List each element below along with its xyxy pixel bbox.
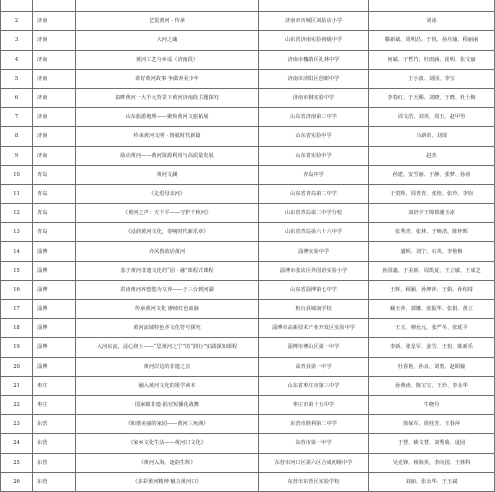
members-cell: 刘冰 <box>369 12 495 31</box>
row-number: 24 <box>1 434 33 453</box>
table-row <box>1 223 495 242</box>
school-cell <box>259 0 369 12</box>
table-row <box>1 204 495 223</box>
row-number: 25 <box>1 453 33 472</box>
project-title-cell: 讲好黄河故事 争做养美少年 <box>76 69 259 88</box>
members-cell: 孙燕涛、陈宝宝、王珍、李永华 <box>369 376 495 395</box>
school-cell: 山东省青岛第六十六中学 <box>259 223 369 242</box>
project-title-cell: 传承黄河文化 赓续红色血脉 <box>76 300 259 319</box>
row-number: 18 <box>1 319 33 338</box>
project-title-cell: 励动黄河——黄河资源利用与高质量发展 <box>76 146 259 165</box>
school-cell: 东营市河口区第六区合成初级中学 <box>259 453 369 472</box>
city-cell: 济南 <box>33 146 76 165</box>
school-cell: 青岛中学 <box>259 165 369 184</box>
city-cell: 济南 <box>33 50 76 69</box>
table-row <box>1 472 495 491</box>
members-cell: 于贺辉、周青青、张艳、张玲、李钧 <box>369 184 495 203</box>
city-cell: 东营 <box>33 415 76 434</box>
table-row <box>1 12 495 31</box>
row-number: 6 <box>1 88 33 107</box>
members-cell: 盛辉、刘宁、石英、李艳梅 <box>369 242 495 261</box>
table-row <box>1 395 495 414</box>
school-cell: 山东省实验中学 <box>259 146 369 165</box>
members-cell: 李春红、于天赐、刘晓、于晓、杜士梅 <box>369 88 495 107</box>
project-title-cell: 黄河文澜 <box>76 165 259 184</box>
school-cell: 山东省青岛第二中学 <box>259 184 369 203</box>
city-cell <box>33 0 76 12</box>
members-cell: 赵杰 <box>369 146 495 165</box>
table-row <box>1 434 495 453</box>
members-cell: 王辉、顾颖、孙坤萍、王娟、孙绍琦 <box>369 280 495 299</box>
table-row <box>1 127 495 146</box>
school-cell: 济南市历城区刘姑店小学 <box>259 12 369 31</box>
city-cell: 淄博 <box>33 280 76 299</box>
row-number: 21 <box>1 376 33 395</box>
project-title-cell: 艺览黄河 · 传承 <box>76 12 259 31</box>
members-cell: 孙建、安雪丽、于静、张梦、孙涛 <box>369 165 495 184</box>
project-title-cell: 黄河工艺与乡谣（济南段） <box>76 50 259 69</box>
row-number: 12 <box>1 204 33 223</box>
members-cell: 孙国鑫、于美新、周凯夏、王立敏、王成芝 <box>369 261 495 280</box>
row-number: 10 <box>1 165 33 184</box>
school-cell: 淄博市博山区第一中学 <box>259 338 369 357</box>
row-number: 4 <box>1 50 33 69</box>
row-number: 5 <box>1 69 33 88</box>
project-title-cell: 国家级非遗-陆官短播花战舞 <box>76 395 259 414</box>
table-row <box>1 31 495 50</box>
city-cell: 东营 <box>33 453 76 472</box>
school-cell: 山东省济南实验初级中学 <box>259 31 369 50</box>
project-title-cell: 山东旅游地理——聚焦黄河文旅拓展 <box>76 108 259 127</box>
city-cell: 淄博 <box>33 319 76 338</box>
row-number: 13 <box>1 223 33 242</box>
project-title-cell: 黄河岸边的非遗之音 <box>76 357 259 376</box>
members-cell: 王玉、穆允元、张严冬、张延平 <box>369 319 495 338</box>
project-title-cell: 泉畔黄河一大半元背景下黄河济南段主题探究 <box>76 88 259 107</box>
members-cell: 刘丽、张永华、王玉斌 <box>369 472 495 491</box>
city-cell: 枣庄 <box>33 395 76 414</box>
project-title-cell: 《多彩黄河精神 魅力黄河口》 <box>76 472 259 491</box>
school-cell: 山东省枣庄市第三中学 <box>259 376 369 395</box>
project-title-cell: 齐风鲁韵话黄河 <box>76 242 259 261</box>
table-row <box>1 415 495 434</box>
table-row <box>1 242 495 261</box>
row-number: 23 <box>1 415 33 434</box>
school-cell: 枣庄市第十五中学 <box>259 395 369 414</box>
school-cell: 济南市济阳区创新中学 <box>259 69 369 88</box>
city-cell: 东营 <box>33 434 76 453</box>
school-cell: 山东省实验中学 <box>259 127 369 146</box>
row-number: 22 <box>1 395 33 414</box>
table-row <box>1 357 495 376</box>
city-cell: 青岛 <box>33 223 76 242</box>
city-cell: 青岛 <box>33 204 76 223</box>
project-title-cell: 融入黄河文化的墨学读本 <box>76 376 259 395</box>
school-cell: 山东省青岛第二中学分校 <box>259 204 369 223</box>
row-number: 19 <box>1 338 33 357</box>
school-cell: 济南市钢实验中学 <box>259 88 369 107</box>
project-title-cell: 《走进母亲河》 <box>76 184 259 203</box>
row-number: 16 <box>1 280 33 299</box>
project-title-cell: 大河之魂 <box>76 31 259 50</box>
school-cell: 淄博市张店区外国语实验小学 <box>259 261 369 280</box>
table-row <box>1 319 495 338</box>
members-cell: 周文浩、刘英、周玉、赵甲男 <box>369 108 495 127</box>
project-title-cell: 黄河流域特色齐文化符号探究 <box>76 319 259 338</box>
project-title-cell: 《和谐美丽的家园——黄河三角洲》 <box>76 415 259 434</box>
row-number: 15 <box>1 261 33 280</box>
city-cell: 济南 <box>33 31 76 50</box>
project-title-cell <box>76 0 259 12</box>
row-number: 3 <box>1 31 33 50</box>
table-row <box>1 338 495 357</box>
project-title-cell: 《黄河之声：天下平——守护千秋河》 <box>76 204 259 223</box>
city-cell: 淄博 <box>33 261 76 280</box>
members-cell: 徐保军、徐桂芳、王春萍 <box>369 415 495 434</box>
table-row <box>1 184 495 203</box>
table-row <box>1 108 495 127</box>
table-row <box>1 165 495 184</box>
members-cell <box>369 0 495 12</box>
table-row <box>1 280 495 299</box>
project-title-cell: 基于黄河非遗文化的“园 · 融”课程式课程 <box>76 261 259 280</box>
members-cell: 张秀青、张林、于焕清、陈梓晖 <box>369 223 495 242</box>
table-row <box>1 50 495 69</box>
table-row <box>1 69 495 88</box>
table-row <box>1 88 495 107</box>
project-title-cell: 洪涛黄河养悠悠为文养——于三台到河湖 <box>76 280 259 299</box>
table-row <box>1 0 495 12</box>
row-number: 9 <box>1 146 33 165</box>
city-cell: 济南 <box>33 69 76 88</box>
members-cell: 臧玉萍、郭娜、张振华、张娟、黄立 <box>369 300 495 319</box>
row-number <box>1 0 33 12</box>
table-row <box>1 300 495 319</box>
project-title-cell: 《浸润黄河文化，奏响时代新乐章》 <box>76 223 259 242</box>
members-cell: 刘培宇王锦禧潘玉冰 <box>369 204 495 223</box>
city-cell: 济南 <box>33 127 76 146</box>
city-cell: 淄博 <box>33 338 76 357</box>
city-cell: 东营 <box>33 472 76 491</box>
project-title-cell: 入河东流，浸心润土——“思黄河之宁”的“润行”实践探知课程 <box>76 338 259 357</box>
project-title-cell: 《黄河入海，逐韵生辉》 <box>76 453 259 472</box>
row-number: 17 <box>1 300 33 319</box>
city-cell: 济南 <box>33 108 76 127</box>
members-cell: 滕新斌、周明昌、于悦、孙丹瑜、程丽丽 <box>369 31 495 50</box>
school-cell: 山东省济南第三中学 <box>259 108 369 127</box>
members-cell: 吴克锋、杨海英、李向国、王林科 <box>369 453 495 472</box>
city-cell: 青岛 <box>33 165 76 184</box>
city-cell: 枣庄 <box>33 376 76 395</box>
school-cell: 淄博市高新技术产业开发区实验中学 <box>259 319 369 338</box>
city-cell: 淄博 <box>33 242 76 261</box>
school-cell: 东营市东营区实验学校 <box>259 472 369 491</box>
school-cell: 山东省淄博第七中学 <box>259 280 369 299</box>
row-number: 20 <box>1 357 33 376</box>
row-number: 7 <box>1 108 33 127</box>
school-cell: 桓台县城南学校 <box>259 300 369 319</box>
school-cell: 淄博实验中学 <box>259 242 369 261</box>
row-number: 26 <box>1 472 33 491</box>
school-cell: 济南市槐荫区礼林中学 <box>259 50 369 69</box>
members-cell: 王小波、刘园、李宝 <box>369 69 495 88</box>
row-number: 8 <box>1 127 33 146</box>
table-body <box>1 0 495 491</box>
school-cell: 高青县第一中学 <box>259 357 369 376</box>
row-number: 14 <box>1 242 33 261</box>
table-row <box>1 453 495 472</box>
project-title-cell: 传承黄河文明 · 铸就时代新篇 <box>76 127 259 146</box>
city-cell: 济南 <box>33 12 76 31</box>
table-row <box>1 146 495 165</box>
members-cell: 牛晓丹 <box>369 395 495 414</box>
city-cell: 济南 <box>33 88 76 107</box>
table-row <box>1 261 495 280</box>
city-cell: 淄博 <box>33 300 76 319</box>
row-number: 11 <box>1 184 33 203</box>
members-cell: 马新帝、刘琦 <box>369 127 495 146</box>
school-cell: 东营市第一中学 <box>259 434 369 453</box>
table-row <box>1 376 495 395</box>
members-cell: 李新、张星军、姜雪、王恒、陈新乐 <box>369 338 495 357</box>
members-cell: 于慧、姚文慧、刘秀菊、庞园 <box>369 434 495 453</box>
row-number: 2 <box>1 12 33 31</box>
members-cell: 何斌、于哲竹、杜雨涵、崔明、张文丽 <box>369 50 495 69</box>
city-cell: 青岛 <box>33 184 76 203</box>
members-cell: 杜春艳、孙良、刘勇、赵昭榆 <box>369 357 495 376</box>
project-title-cell: 《家乡文化生活——黄河口文化》 <box>76 434 259 453</box>
city-cell: 淄博 <box>33 357 76 376</box>
school-cell: 东营市胜利第二中学 <box>259 415 369 434</box>
